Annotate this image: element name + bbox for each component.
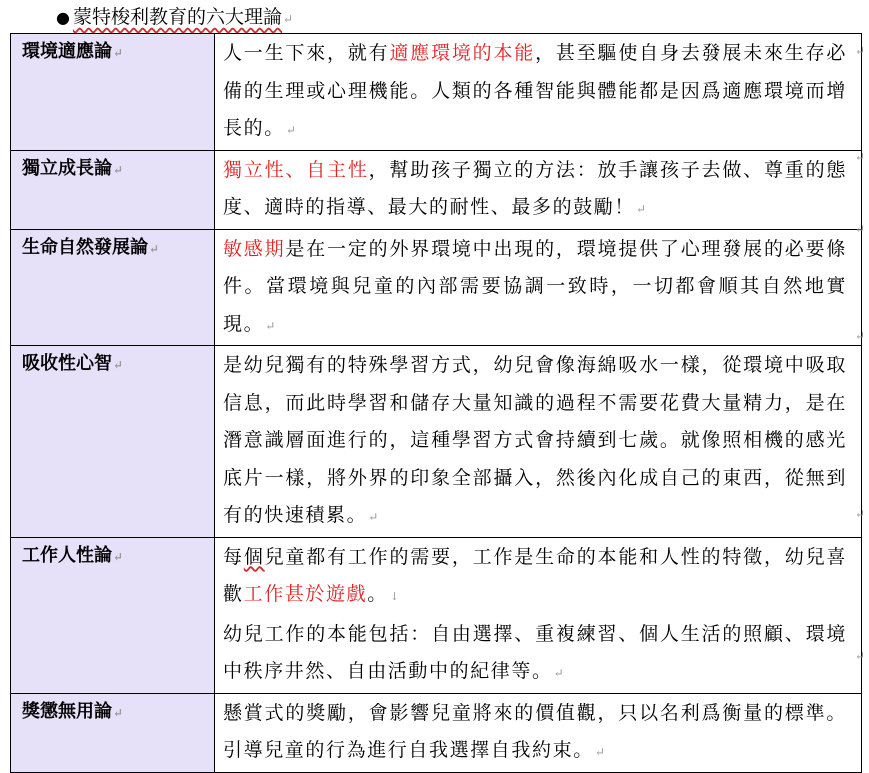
theory-name-cell: [11, 693, 215, 772]
end-of-row-mark-icon: ↵: [854, 222, 865, 236]
table-row: [11, 693, 862, 772]
theory-name: 獨立成長論: [22, 157, 112, 179]
description-text: 幼兒工作的本能包括：自由選擇、重複練習、個人生活的照顧、環境中秩序井然、自由活動中的紀律等。: [223, 622, 847, 682]
paragraph-mark-icon: ↵: [149, 241, 160, 256]
paragraph-mark-icon: ↵: [594, 745, 607, 759]
paragraph-mark-icon: ↵: [553, 666, 566, 680]
heading-title: 蒙特梭利教育的六大理論: [72, 6, 282, 28]
theory-name: 生命自然發展論: [22, 236, 148, 258]
spellcheck-flagged-text: 個: [243, 545, 265, 568]
table-row: [11, 537, 862, 693]
highlight-text: 敏感期: [223, 237, 286, 260]
end-of-row-mark-icon: ↵: [854, 507, 865, 521]
end-of-row-mark-icon: ↵: [854, 329, 865, 343]
paragraph-mark-icon: ↵: [636, 202, 648, 216]
end-of-row-mark-icon: ↵: [854, 44, 865, 58]
theory-name-cell: [11, 34, 215, 151]
paragraph-mark-icon: ↵: [113, 46, 124, 60]
table-row: [11, 34, 862, 151]
theory-description-cell: [215, 229, 862, 346]
line-break-icon: ↓: [389, 590, 401, 603]
theory-description-cell: [215, 693, 862, 772]
paragraph-mark-icon: ↵: [265, 318, 277, 333]
paragraph-mark-icon: ↵: [113, 549, 124, 564]
highlight-text: 工作甚於遊戲: [243, 583, 368, 605]
theory-name: 環境適應論: [22, 41, 112, 62]
end-of-row-mark-icon: ↵: [854, 649, 865, 663]
description-text: 是在一定的外界環境中出現的，環境提供了心理發展的必要條件。當環境與兒童的內部需要協調一致時，一切都會順其自然地實現。: [223, 237, 847, 335]
paragraph-mark-icon: ↵: [113, 162, 124, 177]
theory-name: 吸收性心智: [22, 353, 112, 374]
highlight-text: 獨立性、自主性: [223, 158, 369, 181]
paragraph-mark-icon: ↵: [113, 358, 124, 372]
theory-description-cell: [215, 537, 862, 693]
description-text: 是幼兒獨有的特殊學習方式，幼兒會像海綿吸水一樣，從環境中吸取信息，而此時學習和儲存大量知識的過程不需要花費大量精力，是在潛意識層面進行的，這種學習方式會持續到七歲。就像照相機的感光底片一樣，將外界的印象全部攝入，然後內化成自己的東西，從無到有的快速積累。: [223, 354, 847, 526]
paragraph-mark-icon: ↵: [113, 705, 124, 720]
theory-name-cell: [11, 229, 215, 346]
theory-description-cell: [215, 346, 862, 538]
description-text: 兒童都有工作的需要，工作是生命的本能和人性的特徵，幼兒喜歡: [223, 545, 847, 605]
table-row: [11, 346, 862, 538]
theory-name-cell: [11, 537, 215, 693]
description-text: 懸賞式的獎勵，會影響兒童將來的價值觀，只以名利爲衡量的標準。引導兒童的行為進行自我選擇自我約束。: [223, 701, 847, 761]
description-text: 每: [223, 545, 244, 568]
description-text: 人一生下來，就有: [223, 42, 390, 64]
bullet-icon: ●: [56, 8, 70, 27]
theory-name: 工作人性論: [22, 544, 112, 566]
theory-name: 獎懲無用論: [22, 700, 112, 722]
theory-table: [10, 33, 862, 773]
description-text: 。: [367, 583, 388, 605]
table-row: [11, 150, 862, 229]
highlight-text: 適應環境的本能: [389, 42, 536, 64]
end-of-row-mark-icon: ↵: [854, 150, 865, 164]
paragraph-mark-icon: ↵: [285, 123, 298, 137]
theory-description-cell: [215, 150, 862, 229]
section-heading: [56, 4, 293, 30]
paragraph-mark-icon: ↵: [282, 12, 294, 26]
theory-description-cell: [215, 34, 862, 151]
theory-name-cell: [11, 346, 215, 538]
theory-name-cell: [11, 150, 215, 229]
description-text: ，幫助孩子獨立的方法：放手讓孩子去做、尊重的態度、適時的指導、最大的耐性、最多的鼓勵！: [223, 158, 847, 218]
table-row: [11, 229, 862, 346]
description-text: ，甚至驅使自身去發展未來生存必備的生理或心理機能。人類的各種智能與體能都是因爲適應環境而增長的。: [223, 42, 847, 139]
paragraph-mark-icon: ↵: [368, 510, 380, 524]
